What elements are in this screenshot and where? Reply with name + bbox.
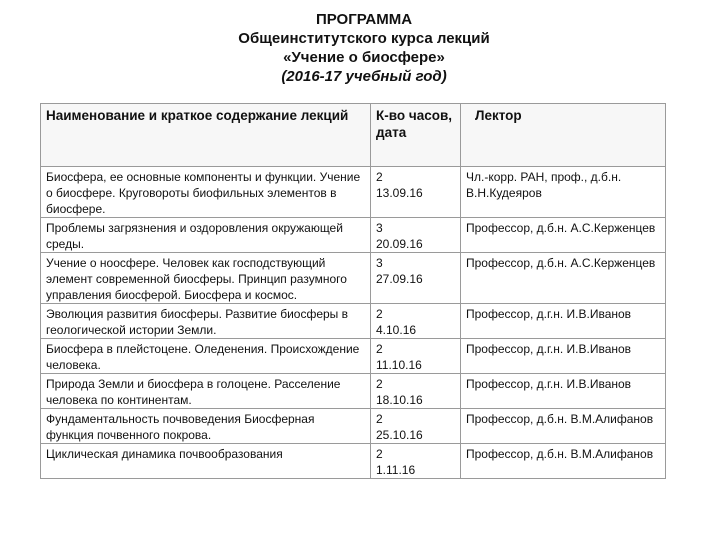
hours-date-cell: 3 27.09.16	[371, 253, 461, 304]
lecturer-cell: Чл.-корр. РАН, проф., д.б.н. В.Н.Кудеяров	[461, 167, 666, 218]
header-topic: Наименование и краткое содержание лекций	[41, 104, 371, 167]
table-row	[41, 167, 666, 218]
title-line-3: «Учение о биосфере»	[283, 49, 445, 66]
hours-date-cell: 2 18.10.16	[371, 374, 461, 409]
topic-cell: Природа Земли и биосфера в голоцене. Расселение человека по континентам.	[41, 374, 371, 409]
table-row	[41, 304, 666, 339]
lecturer-cell: Профессор, д.б.н. В.М.Алифанов	[461, 444, 666, 479]
table-row	[41, 444, 666, 479]
lecturer-cell: Профессор, д.б.н. В.М.Алифанов	[461, 409, 666, 444]
topic-cell: Учение о ноосфере. Человек как господствующий элемент современной биосферы. Принцип разумного управления биосферой. Биосфера и космос.	[41, 253, 371, 304]
header-hours-date: К-во часов, дата	[371, 104, 461, 167]
table-row	[41, 218, 666, 253]
table-header-row	[41, 104, 666, 167]
hours-date-cell: 2 25.10.16	[371, 409, 461, 444]
table-row	[41, 409, 666, 444]
title-line-1: ПРОГРАММА	[315, 11, 413, 28]
title-line-year: (2016-17 учебный год)	[281, 68, 447, 85]
document-title	[0, 10, 720, 86]
lecturer-cell: Профессор, д.г.н. И.В.Иванов	[461, 304, 666, 339]
topic-cell: Проблемы загрязнения и оздоровления окружающей среды.	[41, 218, 371, 253]
topic-cell: Биосфера, ее основные компоненты и функции. Учение о биосфере. Круговороты биофильных элементов в биосфере.	[41, 167, 371, 218]
hours-date-cell: 3 20.09.16	[371, 218, 461, 253]
table-row	[41, 253, 666, 304]
hours-date-cell: 2 11.10.16	[371, 339, 461, 374]
lecture-program-table	[40, 103, 666, 479]
title-line-2: Общеинститутского курса лекций	[238, 30, 490, 47]
topic-cell: Циклическая динамика почвообразования	[41, 444, 371, 479]
topic-cell: Эволюция развития биосферы. Развитие биосферы в геологической истории Земли.	[41, 304, 371, 339]
topic-cell: Биосфера в плейстоцене. Оледенения. Происхождение человека.	[41, 339, 371, 374]
header-lecturer: Лектор	[461, 104, 666, 167]
table-row	[41, 374, 666, 409]
hours-date-cell: 2 4.10.16	[371, 304, 461, 339]
hours-date-cell: 2 13.09.16	[371, 167, 461, 218]
lecturer-cell: Профессор, д.г.н. И.В.Иванов	[461, 374, 666, 409]
lecturer-cell: Профессор, д.б.н. А.С.Керженцев	[461, 253, 666, 304]
topic-cell: Фундаментальность почвоведения Биосферная функция почвенного покрова.	[41, 409, 371, 444]
lecturer-cell: Профессор, д.б.н. А.С.Керженцев	[461, 218, 666, 253]
lecturer-cell: Профессор, д.г.н. И.В.Иванов	[461, 339, 666, 374]
table-row	[41, 339, 666, 374]
hours-date-cell: 2 1.11.16	[371, 444, 461, 479]
